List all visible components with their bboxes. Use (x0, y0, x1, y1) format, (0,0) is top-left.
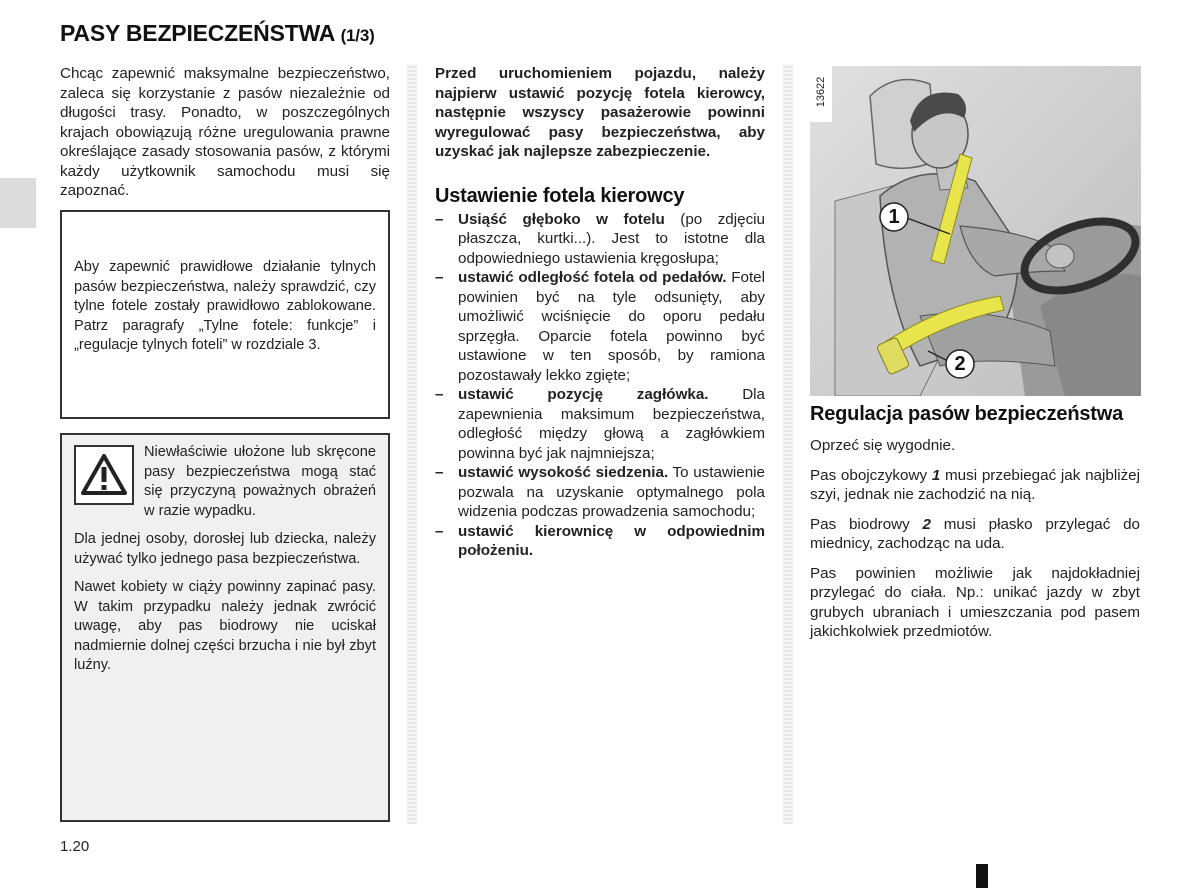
list-item (435, 385, 765, 463)
page-title-part: (1/3) (340, 26, 375, 45)
list-item-bold: Usiąść głęboko w fotelu (458, 210, 665, 228)
warning-paragraph-3: Nawet kobiety w ciąży powinny zapinać pasy. W takim przypadku należy jednak zwrócić uwagę, aby pas biodrowy nie uciskał nadmiernie dolnej części brzucha i nie był zbyt luźny. (74, 579, 376, 673)
chapter-tab (0, 178, 36, 228)
list-item-text: (po zdjęciu płaszcza, kurtki...). Jest to istotne dla odpowiedniego ustawienia kręgosłupa; (458, 210, 765, 267)
belt-adjustment-heading: Regulacja pasów bezpieczeństwa (810, 403, 1123, 425)
page-number: 1.20 (60, 838, 90, 855)
page-title (60, 20, 375, 47)
list-item-text: Dla zapewnienia maksimum bezpieczeństwa, odległość między głową a zagłówkiem powinna być jak najmniejsza; (458, 386, 765, 462)
warning-paragraph-2: Dla jednej osoby, dorosłej lub dziecka, należy używać tylko jednego pasa bezpieczeństwa. (74, 531, 376, 567)
callout-1-label: 1 (888, 206, 900, 228)
list-item (435, 268, 765, 385)
text-segment: Pas biodrowy (810, 515, 923, 533)
list-item (435, 463, 765, 522)
seat-adjustment-column (435, 64, 765, 561)
list-item-bold: ustawić pozycję zagłówka. (458, 386, 709, 403)
reference-code: 13622 (815, 76, 827, 108)
list-item-text: To ustawienie pozwala na uzyskanie optymalnego pola widzenia podczas prowadzenia samochodu; (458, 464, 765, 520)
warning-triangle-icon (74, 445, 134, 505)
warning-paragraph-1: Niewłaściwie ułożone lub skręcone pasy bezpieczeństwa mogą stać się przyczyną poważnych obrażeń w razie wypadku. (144, 444, 376, 519)
belt-number-1: 1 (931, 466, 941, 484)
list-item (435, 522, 765, 561)
intro-paragraph: Chcąc zapewnić maksymalne bezpieczeństwo, zaleca się korzystanie z pasów niezależnie od długości trasy. Ponadto, w poszczególnych krajach obowiązują różne uregulowania prawne określające zasady stosowania pasów, z którymi każdy użytkownik samochodu musi się zapoznać. (60, 65, 390, 199)
seat-adjustment-heading: Ustawienie fotela kierowcy (435, 184, 685, 207)
list-item-bold: ustawić kierownicę w odpowiednim położeniu. (458, 522, 765, 559)
list-item-bold: ustawić wysokość siedzenia. (458, 464, 669, 481)
note-box (60, 210, 390, 419)
callout-2-label: 2 (954, 353, 966, 375)
bold-intro: Przed uruchomieniem pojazdu, należy najpierw ustawić pozycję fotela kierowcy, następnie wszyscy pasażerowie powinni wyregulować pasy bezpieczeństwa, aby uzyskać jak najlepsze zabezpieczenie. (435, 65, 765, 160)
belt-paragraph-1: Oprzeć się wygodnie. (810, 437, 956, 454)
belt-paragraph-3 (810, 515, 1140, 554)
note-text: Aby zapewnić prawidłowe działanie tylnych pasów bezpieczeństwa, należy sprawdzić, czy tylne fotele zostały prawidłowo zablokowane. Patrz paragrafy „Tylne fotele: funkcje” i „regulacje tylnych foteli” w rozdziale 3. (74, 259, 376, 353)
page-title-main: PASY BEZPIECZEŃSTWA (60, 20, 335, 46)
column-separator-1 (407, 64, 417, 824)
text-segment: musi przebiegać jak najbliżej szyi, jednak nie zachodzić na nią. (810, 466, 1140, 503)
warning-box (60, 433, 390, 822)
list-item-bold: ustawić odległość fotela od pedałów. (458, 269, 727, 286)
text-segment: musi płasko przylegać do miednicy, zachodząc na uda. (810, 515, 1140, 552)
text-segment: Pas obojczykowy (810, 466, 932, 484)
list-item-text: Fotel powinien być na tyle odsunięty, aby umożliwić wciśnięcie do oporu pedału sprzęgła. Oparcie fotela powinno być ustawione w ten sposób, by ramiona pozostawały lekko zgięte; (458, 269, 766, 384)
belt-adjustment-column (810, 402, 1140, 642)
belt-number-2: 2 (922, 515, 931, 533)
belt-paragraph-2 (810, 466, 1140, 505)
belt-paragraph-4: Pas powinien możliwie jak najdokładniej przylegać do ciała. Np.: unikać jazdy w zbyt grubych ubraniach i umieszczania pod pasem jakichkolwiek przedmiotów. (810, 564, 1140, 640)
corner-mark (976, 864, 988, 888)
seat-adjustment-list (435, 210, 765, 561)
list-item (435, 210, 765, 269)
driver-seatbelt-illustration (810, 66, 1141, 396)
column-separator-2 (783, 64, 793, 824)
